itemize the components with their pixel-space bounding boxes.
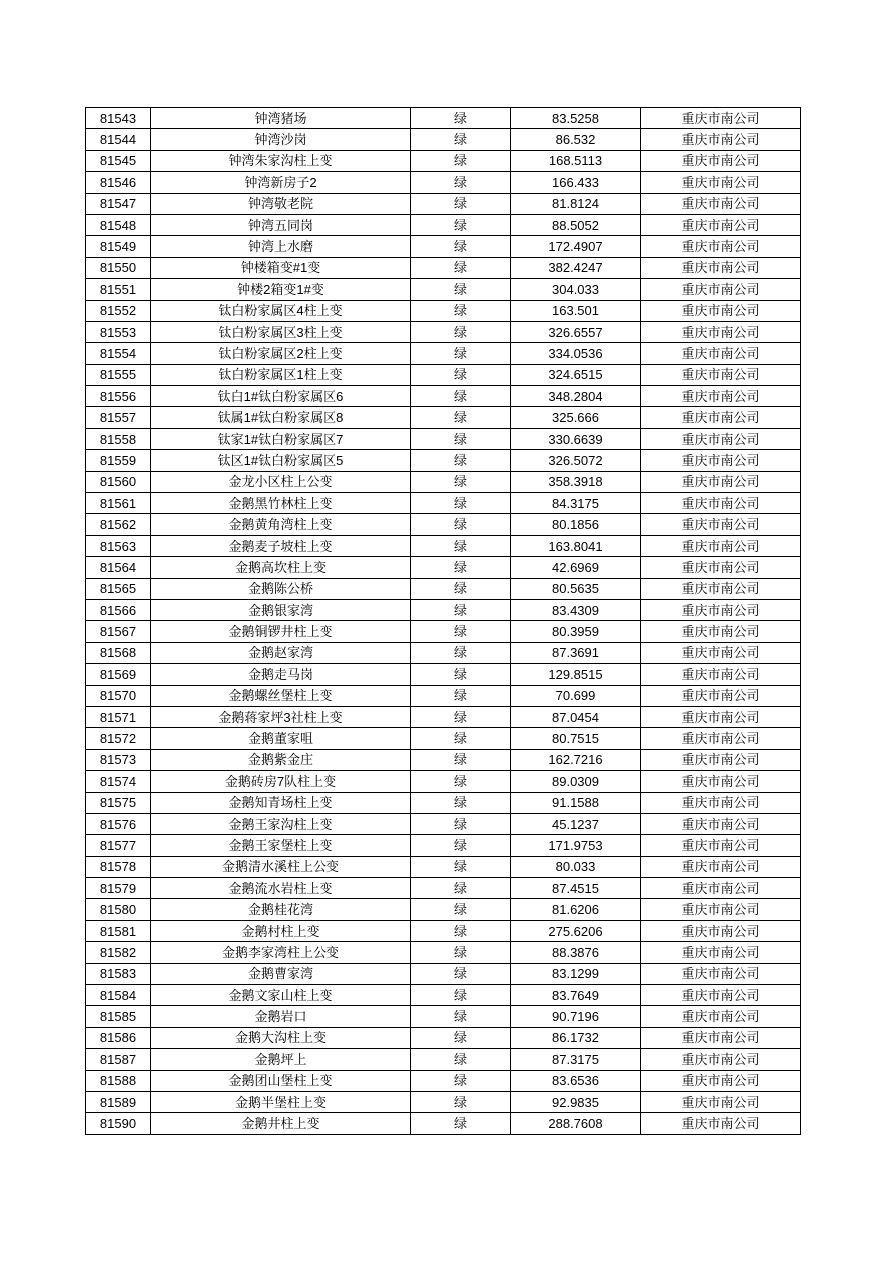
value-cell: 80.1856: [511, 514, 641, 535]
company-cell: 重庆市南公司: [641, 535, 801, 556]
value-cell: 166.433: [511, 172, 641, 193]
status-cell: 绿: [411, 1027, 511, 1048]
row-id-cell: 81560: [86, 471, 151, 492]
row-id-cell: 81561: [86, 493, 151, 514]
value-cell: 87.0454: [511, 706, 641, 727]
status-cell: 绿: [411, 214, 511, 235]
table-row: [86, 386, 801, 407]
value-cell: 91.1588: [511, 792, 641, 813]
table-row: [86, 279, 801, 300]
company-cell: 重庆市南公司: [641, 621, 801, 642]
company-cell: 重庆市南公司: [641, 792, 801, 813]
row-id-cell: 81572: [86, 728, 151, 749]
value-cell: 87.3691: [511, 642, 641, 663]
station-name-cell: 金鹅桂花湾: [151, 899, 411, 920]
value-cell: 88.5052: [511, 214, 641, 235]
table-row: [86, 771, 801, 792]
company-cell: 重庆市南公司: [641, 172, 801, 193]
status-cell: 绿: [411, 300, 511, 321]
value-cell: 348.2804: [511, 386, 641, 407]
status-cell: 绿: [411, 599, 511, 620]
status-cell: 绿: [411, 642, 511, 663]
status-cell: 绿: [411, 493, 511, 514]
company-cell: 重庆市南公司: [641, 557, 801, 578]
row-id-cell: 81555: [86, 364, 151, 385]
value-cell: 172.4907: [511, 236, 641, 257]
station-name-cell: 金鹅麦子坡柱上变: [151, 535, 411, 556]
value-cell: 70.699: [511, 685, 641, 706]
row-id-cell: 81577: [86, 835, 151, 856]
station-name-cell: 金鹅高坎柱上变: [151, 557, 411, 578]
status-cell: 绿: [411, 1113, 511, 1134]
table-row: [86, 1027, 801, 1048]
status-cell: 绿: [411, 963, 511, 984]
table-row: [86, 257, 801, 278]
company-cell: 重庆市南公司: [641, 257, 801, 278]
company-cell: 重庆市南公司: [641, 642, 801, 663]
station-name-cell: 钛白粉家属区2柱上变: [151, 343, 411, 364]
company-cell: 重庆市南公司: [641, 599, 801, 620]
company-cell: 重庆市南公司: [641, 685, 801, 706]
station-name-cell: 金鹅岩口: [151, 1006, 411, 1027]
value-cell: 163.501: [511, 300, 641, 321]
row-id-cell: 81568: [86, 642, 151, 663]
station-name-cell: 钟湾沙岗: [151, 129, 411, 150]
station-name-cell: 金鹅董家咀: [151, 728, 411, 749]
table-row: [86, 364, 801, 385]
value-cell: 81.6206: [511, 899, 641, 920]
status-cell: 绿: [411, 856, 511, 877]
status-cell: 绿: [411, 236, 511, 257]
row-id-cell: 81562: [86, 514, 151, 535]
status-cell: 绿: [411, 685, 511, 706]
company-cell: 重庆市南公司: [641, 150, 801, 171]
station-name-cell: 钛区1#钛白粉家属区5: [151, 450, 411, 471]
row-id-cell: 81569: [86, 664, 151, 685]
table-row: [86, 1006, 801, 1027]
status-cell: 绿: [411, 407, 511, 428]
value-cell: 83.7649: [511, 985, 641, 1006]
status-cell: 绿: [411, 728, 511, 749]
row-id-cell: 81578: [86, 856, 151, 877]
company-cell: 重庆市南公司: [641, 578, 801, 599]
company-cell: 重庆市南公司: [641, 920, 801, 941]
station-name-cell: 金鹅半堡柱上变: [151, 1091, 411, 1112]
row-id-cell: 81575: [86, 792, 151, 813]
station-name-cell: 金鹅井柱上变: [151, 1113, 411, 1134]
row-id-cell: 81583: [86, 963, 151, 984]
row-id-cell: 81563: [86, 535, 151, 556]
status-cell: 绿: [411, 343, 511, 364]
row-id-cell: 81547: [86, 193, 151, 214]
status-cell: 绿: [411, 792, 511, 813]
row-id-cell: 81557: [86, 407, 151, 428]
row-id-cell: 81553: [86, 321, 151, 342]
value-cell: 325.666: [511, 407, 641, 428]
station-name-cell: 金鹅流水岩柱上变: [151, 878, 411, 899]
status-cell: 绿: [411, 578, 511, 599]
table-row: [86, 963, 801, 984]
status-cell: 绿: [411, 172, 511, 193]
row-id-cell: 81588: [86, 1070, 151, 1091]
status-cell: 绿: [411, 899, 511, 920]
station-name-cell: 钟楼箱变#1变: [151, 257, 411, 278]
company-cell: 重庆市南公司: [641, 493, 801, 514]
status-cell: 绿: [411, 150, 511, 171]
value-cell: 83.4309: [511, 599, 641, 620]
value-cell: 168.5113: [511, 150, 641, 171]
status-cell: 绿: [411, 985, 511, 1006]
value-cell: 88.3876: [511, 942, 641, 963]
table-row: [86, 428, 801, 449]
table-row: [86, 642, 801, 663]
table-row: [86, 557, 801, 578]
status-cell: 绿: [411, 129, 511, 150]
data-table: [85, 107, 801, 1135]
status-cell: 绿: [411, 428, 511, 449]
table-row: [86, 835, 801, 856]
company-cell: 重庆市南公司: [641, 364, 801, 385]
value-cell: 42.6969: [511, 557, 641, 578]
row-id-cell: 81546: [86, 172, 151, 193]
company-cell: 重庆市南公司: [641, 856, 801, 877]
row-id-cell: 81545: [86, 150, 151, 171]
company-cell: 重庆市南公司: [641, 835, 801, 856]
status-cell: 绿: [411, 257, 511, 278]
status-cell: 绿: [411, 193, 511, 214]
table-row: [86, 813, 801, 834]
value-cell: 45.1237: [511, 813, 641, 834]
company-cell: 重庆市南公司: [641, 471, 801, 492]
value-cell: 84.3175: [511, 493, 641, 514]
value-cell: 87.3175: [511, 1049, 641, 1070]
status-cell: 绿: [411, 321, 511, 342]
company-cell: 重庆市南公司: [641, 1113, 801, 1134]
row-id-cell: 81552: [86, 300, 151, 321]
company-cell: 重庆市南公司: [641, 749, 801, 770]
table-row: [86, 300, 801, 321]
value-cell: 171.9753: [511, 835, 641, 856]
table-row: [86, 343, 801, 364]
value-cell: 80.7515: [511, 728, 641, 749]
station-name-cell: 金鹅大沟柱上变: [151, 1027, 411, 1048]
row-id-cell: 81580: [86, 899, 151, 920]
row-id-cell: 81567: [86, 621, 151, 642]
company-cell: 重庆市南公司: [641, 343, 801, 364]
row-id-cell: 81550: [86, 257, 151, 278]
table-row: [86, 1091, 801, 1112]
company-cell: 重庆市南公司: [641, 428, 801, 449]
station-name-cell: 金鹅王家沟柱上变: [151, 813, 411, 834]
value-cell: 86.1732: [511, 1027, 641, 1048]
value-cell: 89.0309: [511, 771, 641, 792]
value-cell: 162.7216: [511, 749, 641, 770]
station-name-cell: 金鹅银家湾: [151, 599, 411, 620]
value-cell: 304.033: [511, 279, 641, 300]
company-cell: 重庆市南公司: [641, 1006, 801, 1027]
table-row: [86, 129, 801, 150]
value-cell: 129.8515: [511, 664, 641, 685]
station-name-cell: 钟湾新房子2: [151, 172, 411, 193]
value-cell: 87.4515: [511, 878, 641, 899]
company-cell: 重庆市南公司: [641, 963, 801, 984]
table-row: [86, 407, 801, 428]
status-cell: 绿: [411, 813, 511, 834]
station-name-cell: 金鹅赵家湾: [151, 642, 411, 663]
table-row: [86, 920, 801, 941]
status-cell: 绿: [411, 942, 511, 963]
row-id-cell: 81587: [86, 1049, 151, 1070]
status-cell: 绿: [411, 514, 511, 535]
table-row: [86, 493, 801, 514]
station-name-cell: 钟湾上水磨: [151, 236, 411, 257]
company-cell: 重庆市南公司: [641, 214, 801, 235]
status-cell: 绿: [411, 1070, 511, 1091]
table-row: [86, 471, 801, 492]
row-id-cell: 81584: [86, 985, 151, 1006]
status-cell: 绿: [411, 835, 511, 856]
company-cell: 重庆市南公司: [641, 450, 801, 471]
table-row: [86, 856, 801, 877]
status-cell: 绿: [411, 557, 511, 578]
status-cell: 绿: [411, 920, 511, 941]
row-id-cell: 81543: [86, 108, 151, 129]
row-id-cell: 81589: [86, 1091, 151, 1112]
row-id-cell: 81544: [86, 129, 151, 150]
value-cell: 83.1299: [511, 963, 641, 984]
row-id-cell: 81574: [86, 771, 151, 792]
row-id-cell: 81556: [86, 386, 151, 407]
company-cell: 重庆市南公司: [641, 728, 801, 749]
row-id-cell: 81573: [86, 749, 151, 770]
value-cell: 90.7196: [511, 1006, 641, 1027]
company-cell: 重庆市南公司: [641, 706, 801, 727]
value-cell: 288.7608: [511, 1113, 641, 1134]
value-cell: 80.3959: [511, 621, 641, 642]
table-row: [86, 599, 801, 620]
row-id-cell: 81570: [86, 685, 151, 706]
value-cell: 80.033: [511, 856, 641, 877]
table-row: [86, 899, 801, 920]
station-name-cell: 金鹅蒋家坪3社柱上变: [151, 706, 411, 727]
status-cell: 绿: [411, 749, 511, 770]
value-cell: 83.6536: [511, 1070, 641, 1091]
station-name-cell: 金鹅陈公桥: [151, 578, 411, 599]
row-id-cell: 81576: [86, 813, 151, 834]
row-id-cell: 81582: [86, 942, 151, 963]
station-name-cell: 金鹅团山堡柱上变: [151, 1070, 411, 1091]
row-id-cell: 81565: [86, 578, 151, 599]
status-cell: 绿: [411, 1049, 511, 1070]
station-name-cell: 金鹅曹家湾: [151, 963, 411, 984]
table-row: [86, 792, 801, 813]
station-name-cell: 钛白粉家属区3柱上变: [151, 321, 411, 342]
company-cell: 重庆市南公司: [641, 771, 801, 792]
value-cell: 326.6557: [511, 321, 641, 342]
table-row: [86, 321, 801, 342]
row-id-cell: 81585: [86, 1006, 151, 1027]
table-row: [86, 749, 801, 770]
station-name-cell: 金鹅黄角湾柱上变: [151, 514, 411, 535]
table-row: [86, 535, 801, 556]
table-row: [86, 1070, 801, 1091]
row-id-cell: 81590: [86, 1113, 151, 1134]
station-name-cell: 金鹅黑竹林柱上变: [151, 493, 411, 514]
table-row: [86, 108, 801, 129]
company-cell: 重庆市南公司: [641, 1049, 801, 1070]
company-cell: 重庆市南公司: [641, 878, 801, 899]
station-name-cell: 金鹅坪上: [151, 1049, 411, 1070]
value-cell: 83.5258: [511, 108, 641, 129]
station-name-cell: 金鹅王家堡柱上变: [151, 835, 411, 856]
station-name-cell: 钟湾五同岗: [151, 214, 411, 235]
status-cell: 绿: [411, 1091, 511, 1112]
table-row: [86, 621, 801, 642]
value-cell: 382.4247: [511, 257, 641, 278]
station-name-cell: 金鹅李家湾柱上公变: [151, 942, 411, 963]
station-name-cell: 金鹅知青场柱上变: [151, 792, 411, 813]
status-cell: 绿: [411, 706, 511, 727]
status-cell: 绿: [411, 664, 511, 685]
value-cell: 334.0536: [511, 343, 641, 364]
row-id-cell: 81554: [86, 343, 151, 364]
row-id-cell: 81549: [86, 236, 151, 257]
value-cell: 358.3918: [511, 471, 641, 492]
company-cell: 重庆市南公司: [641, 664, 801, 685]
value-cell: 330.6639: [511, 428, 641, 449]
company-cell: 重庆市南公司: [641, 899, 801, 920]
status-cell: 绿: [411, 450, 511, 471]
company-cell: 重庆市南公司: [641, 985, 801, 1006]
table-row: [86, 664, 801, 685]
company-cell: 重庆市南公司: [641, 1027, 801, 1048]
table-row: [86, 514, 801, 535]
station-name-cell: 金鹅螺丝堡柱上变: [151, 685, 411, 706]
company-cell: 重庆市南公司: [641, 321, 801, 342]
table-row: [86, 985, 801, 1006]
status-cell: 绿: [411, 878, 511, 899]
station-name-cell: 钟湾猪场: [151, 108, 411, 129]
row-id-cell: 81571: [86, 706, 151, 727]
station-name-cell: 金鹅文家山柱上变: [151, 985, 411, 1006]
station-name-cell: 金鹅砖房7队柱上变: [151, 771, 411, 792]
table-row: [86, 578, 801, 599]
company-cell: 重庆市南公司: [641, 942, 801, 963]
status-cell: 绿: [411, 279, 511, 300]
table-row: [86, 685, 801, 706]
company-cell: 重庆市南公司: [641, 514, 801, 535]
value-cell: 81.8124: [511, 193, 641, 214]
value-cell: 324.6515: [511, 364, 641, 385]
station-name-cell: 金鹅铜锣井柱上变: [151, 621, 411, 642]
company-cell: 重庆市南公司: [641, 129, 801, 150]
row-id-cell: 81581: [86, 920, 151, 941]
table-row: [86, 172, 801, 193]
table-row: [86, 1049, 801, 1070]
table-row: [86, 150, 801, 171]
status-cell: 绿: [411, 621, 511, 642]
table-row: [86, 1113, 801, 1134]
status-cell: 绿: [411, 535, 511, 556]
station-name-cell: 钟楼2箱变1#变: [151, 279, 411, 300]
station-name-cell: 金鹅清水溪柱上公变: [151, 856, 411, 877]
row-id-cell: 81559: [86, 450, 151, 471]
table-row: [86, 942, 801, 963]
station-name-cell: 钟湾敬老院: [151, 193, 411, 214]
value-cell: 163.8041: [511, 535, 641, 556]
company-cell: 重庆市南公司: [641, 236, 801, 257]
row-id-cell: 81586: [86, 1027, 151, 1048]
company-cell: 重庆市南公司: [641, 108, 801, 129]
status-cell: 绿: [411, 771, 511, 792]
table-row: [86, 706, 801, 727]
station-name-cell: 钛白粉家属区4柱上变: [151, 300, 411, 321]
value-cell: 326.5072: [511, 450, 641, 471]
table-body: [86, 108, 801, 1135]
status-cell: 绿: [411, 364, 511, 385]
company-cell: 重庆市南公司: [641, 300, 801, 321]
company-cell: 重庆市南公司: [641, 386, 801, 407]
station-name-cell: 金龙小区柱上公变: [151, 471, 411, 492]
status-cell: 绿: [411, 1006, 511, 1027]
station-name-cell: 钛属1#钛白粉家属区8: [151, 407, 411, 428]
station-name-cell: 金鹅村柱上变: [151, 920, 411, 941]
status-cell: 绿: [411, 108, 511, 129]
value-cell: 275.6206: [511, 920, 641, 941]
status-cell: 绿: [411, 386, 511, 407]
table-row: [86, 450, 801, 471]
value-cell: 80.5635: [511, 578, 641, 599]
value-cell: 86.532: [511, 129, 641, 150]
company-cell: 重庆市南公司: [641, 279, 801, 300]
station-name-cell: 钛白粉家属区1柱上变: [151, 364, 411, 385]
row-id-cell: 81579: [86, 878, 151, 899]
table-row: [86, 236, 801, 257]
station-name-cell: 钛家1#钛白粉家属区7: [151, 428, 411, 449]
table-row: [86, 214, 801, 235]
table-row: [86, 878, 801, 899]
company-cell: 重庆市南公司: [641, 1091, 801, 1112]
table-row: [86, 728, 801, 749]
row-id-cell: 81564: [86, 557, 151, 578]
row-id-cell: 81558: [86, 428, 151, 449]
row-id-cell: 81548: [86, 214, 151, 235]
station-name-cell: 金鹅紫金庄: [151, 749, 411, 770]
station-name-cell: 钟湾朱家沟柱上变: [151, 150, 411, 171]
status-cell: 绿: [411, 471, 511, 492]
table-row: [86, 193, 801, 214]
value-cell: 92.9835: [511, 1091, 641, 1112]
company-cell: 重庆市南公司: [641, 1070, 801, 1091]
row-id-cell: 81566: [86, 599, 151, 620]
company-cell: 重庆市南公司: [641, 813, 801, 834]
station-name-cell: 金鹅走马岗: [151, 664, 411, 685]
station-name-cell: 钛白1#钛白粉家属区6: [151, 386, 411, 407]
company-cell: 重庆市南公司: [641, 193, 801, 214]
row-id-cell: 81551: [86, 279, 151, 300]
company-cell: 重庆市南公司: [641, 407, 801, 428]
